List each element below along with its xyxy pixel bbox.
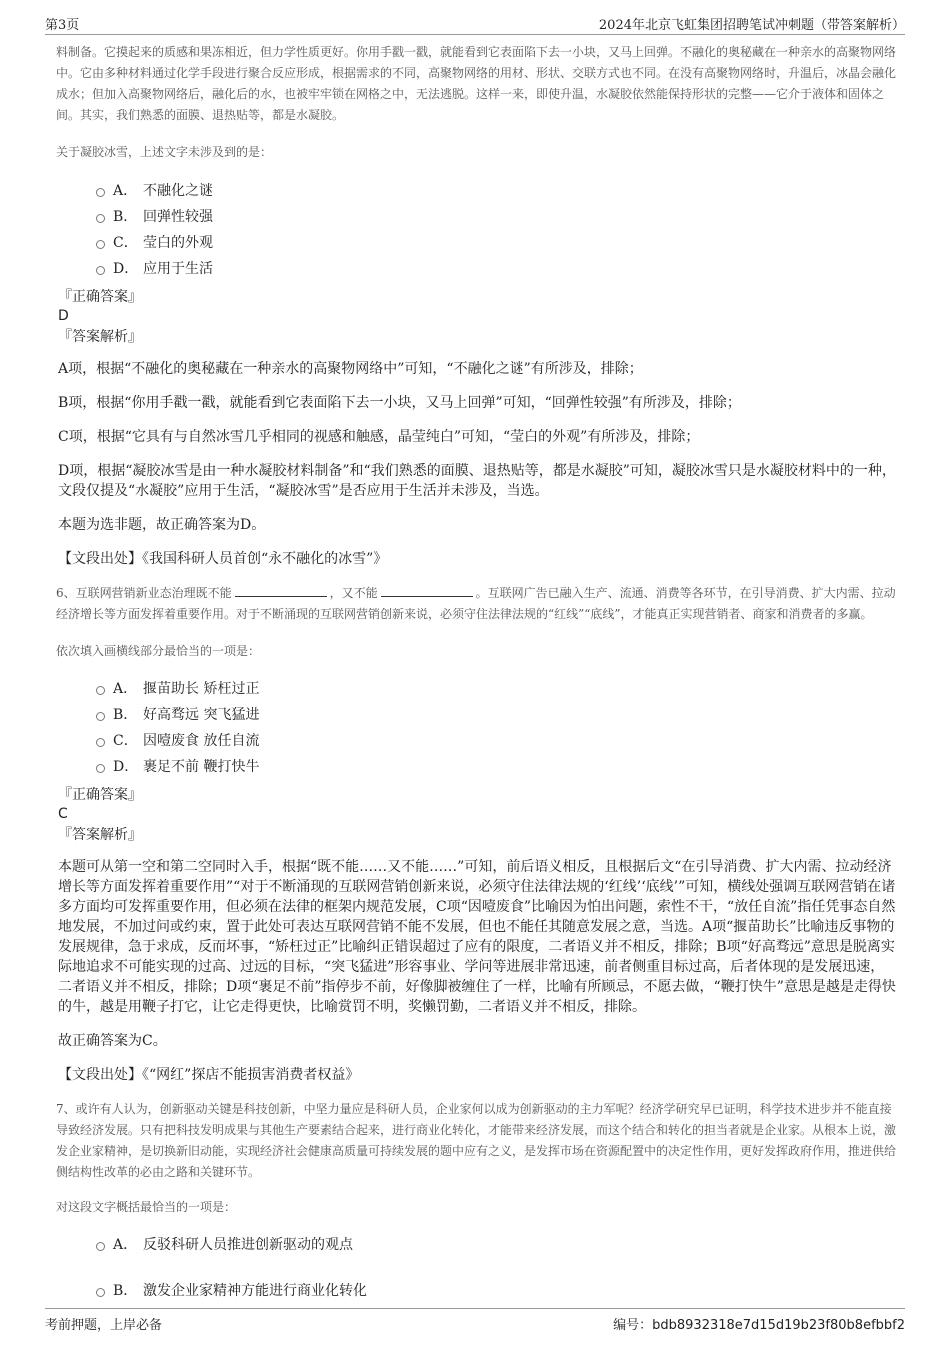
q6-analysis-label: 『答案解析』 — [58, 827, 142, 843]
q5-option-a[interactable]: A． 不融化之谜 — [96, 177, 898, 203]
q7-options — [96, 1231, 898, 1303]
fill-blank-1[interactable] — [235, 584, 327, 597]
q6-prompt: 依次填入画横线部分最恰当的一项是： — [56, 644, 261, 658]
q6-source: 【文段出处】《“网红”探店不能损害消费者权益》 — [58, 1067, 360, 1083]
q5-conclusion: 本题为选非题，故正确答案为D。 — [58, 517, 266, 533]
page-number: 第3页 — [45, 18, 80, 33]
q5-options — [96, 177, 898, 281]
q6-passage: 6、互联网营销新业态治理既不能 ，又不能 。互联网广告已融入生产、流通、消费等各环节，在引导消费、扩大内需、拉动经济增长等方面发挥着重要作用。对于不断涌现的互联网营销创新来说，必须守住法律法规的“红线”“底线”，才能真正实现营销者、商家和消费者的多赢。 — [56, 586, 896, 621]
radio-icon[interactable] — [96, 188, 105, 197]
q5-prompt: 关于凝胶冰雪，上述文字未涉及到的是： — [56, 145, 273, 159]
q5-analysis-d: D项，根据“凝胶冰雪是由一种水凝胶材料制备”和“我们熟悉的面膜、退热贴等，都是水凝胶”可知，凝胶冰雪只是水凝胶材料中的一种，文段仅提及“水凝胶”应用于生活，“凝胶冰雪”是否应用于生活并未涉及，当选。 — [58, 463, 896, 499]
radio-icon[interactable] — [96, 712, 105, 721]
q5-analysis-label: 『答案解析』 — [58, 329, 142, 345]
footer-slogan: 考前押题，上岸必备 — [45, 1318, 163, 1333]
q5-option-b[interactable]: B． 回弹性较强 — [96, 203, 898, 229]
q5-analysis-c: C项，根据“它具有与自然冰雪几乎相同的视感和触感，晶莹纯白”可知，“莹白的外观”有所涉及，排除； — [58, 429, 700, 445]
radio-icon[interactable] — [96, 214, 105, 223]
q5-answer-label: 『正确答案』 — [58, 289, 142, 305]
q7-option-b[interactable]: B． 激发企业家精神方能进行商业化转化 — [96, 1277, 898, 1303]
radio-icon[interactable] — [96, 1288, 105, 1297]
q5-analysis-a: A项，根据“不融化的奥秘藏在一种亲水的高聚物网络中”可知，“不融化之谜”有所涉及，排除； — [58, 361, 643, 377]
radio-icon[interactable] — [96, 1242, 105, 1251]
q6-answer: C — [58, 806, 68, 822]
radio-icon[interactable] — [96, 240, 105, 249]
q6-option-a[interactable]: A． 揠苗助长 矫枉过正 — [96, 675, 898, 701]
document-body — [56, 42, 898, 1303]
q6-option-b[interactable]: B． 好高骛远 突飞猛进 — [96, 701, 898, 727]
page-header — [45, 12, 905, 35]
q5-analysis-b: B项，根据“你用手戳一戳，就能看到它表面陷下去一小块，又马上回弹”可知，“回弹性较强”有所涉及，排除； — [58, 395, 741, 411]
fill-blank-2[interactable] — [381, 584, 473, 597]
radio-icon[interactable] — [96, 738, 105, 747]
q5-option-d[interactable]: D． 应用于生活 — [96, 255, 898, 281]
q6-conclusion: 故正确答案为C。 — [58, 1033, 167, 1049]
page-footer — [45, 1308, 905, 1333]
q5-option-c[interactable]: C． 莹白的外观 — [96, 229, 898, 255]
q6-options — [96, 675, 898, 779]
q5-source: 【文段出处】《我国科研人员首创“永不融化的冰雪”》 — [58, 551, 388, 567]
q6-option-c[interactable]: C． 因噎废食 放任自流 — [96, 727, 898, 753]
q6-analysis: 本题可从第一空和第二空同时入手，根据“既不能……又不能……”可知，前后语义相反，且根据后文“在引导消费、扩大内需、拉动经济增长等方面发挥着重要作用”“对于不断涌现的互联网营销创新来说，必须守住法律法规的‘红线’‘底线’”可知，横线处强调互联网营销在诸多方面均可发挥重要作用，但必须在法律的框架内规范发展，C项“因噎废食”比喻因为怕出问题，索性不干，“放任自流”指任凭事态自然地发展，不加过问或约束，置于此处可表达互联网营销不能不发展，但也不能任其随意发展之意，当选。A项“揠苗助长”比喻违反事物的发展规律，急于求成，反而坏事，“矫枉过正”比喻纠正错误超过了应有的限度，二者语义并不相反，排除；B项“好高骛远”意思是脱离实际地追求不可能实现的过高、过远的目标，“突飞猛进”形容事业、学问等进展非常迅速，前者侧重目标过高，后者体现的是发展迅速，二者语义并不相反，排除；D项“裹足不前”指停步不前，好像脚被缠住了一样，比喻有所顾忌，不愿去做，“鞭打快牛”意思是越是走得快的牛，越是用鞭子打它，让它走得更快，比喻赏罚不明，奖懒罚勤，二者语义并不相反，排除。 — [58, 859, 896, 1015]
q5-passage: 料制备。它摸起来的质感和果冻相近，但力学性质更好。你用手戳一戳，就能看到它表面陷下去一小块，又马上回弹。不融化的奥秘藏在一种亲水的高聚物网络中。它由多种材料通过化学手段进行聚合反应形成，根据需求的不同，高聚物网络的用材、形状、交联方式也不同。在没有高聚物网络时，升温后，冰晶会融化成水；但加入高聚物网络后，融化后的水，也被牢牢锁在网格之中，无法逃脱。这样一来，即使升温，水凝胶依然能保持形状的完整——它介于液体和固体之间。其实，我们熟悉的面膜、退热贴等，都是水凝胶。 — [56, 45, 897, 122]
radio-icon[interactable] — [96, 686, 105, 695]
q7-passage: 7、或许有人认为，创新驱动关键是科技创新，中坚力量应是科研人员，企业家何以成为创新驱动的主力军呢？经济学研究早已证明，科学技术进步并不能直接导致经济发展。只有把科技发明成果与其他生产要素结合起来，进行商业化转化，才能带来经济发展，而这个结合和转化的担当者就是企业家。从根本上说，激发企业家精神，是切换新旧动能，实现经济社会健康高质量可持续发展的题中应有之义，是发挥市场在资源配置中的决定性作用，更好发挥政府作用，推进供给侧结构性改革的必由之路和关键环节。 — [56, 1102, 897, 1179]
radio-icon[interactable] — [96, 266, 105, 275]
q7-prompt: 对这段文字概括最恰当的一项是： — [56, 1200, 237, 1214]
document-code: 编号：bdb8932318e7d15d19b23f80b8efbbf2 — [613, 1318, 905, 1333]
radio-icon[interactable] — [96, 764, 105, 773]
q7-option-a[interactable]: A． 反驳科研人员推进创新驱动的观点 — [96, 1231, 898, 1257]
q6-option-d[interactable]: D． 裹足不前 鞭打快牛 — [96, 753, 898, 779]
q6-answer-label: 『正确答案』 — [58, 787, 142, 803]
document-title: 2024年北京飞虹集团招聘笔试冲刺题（带答案解析） — [598, 18, 905, 33]
q5-answer: D — [58, 308, 69, 324]
